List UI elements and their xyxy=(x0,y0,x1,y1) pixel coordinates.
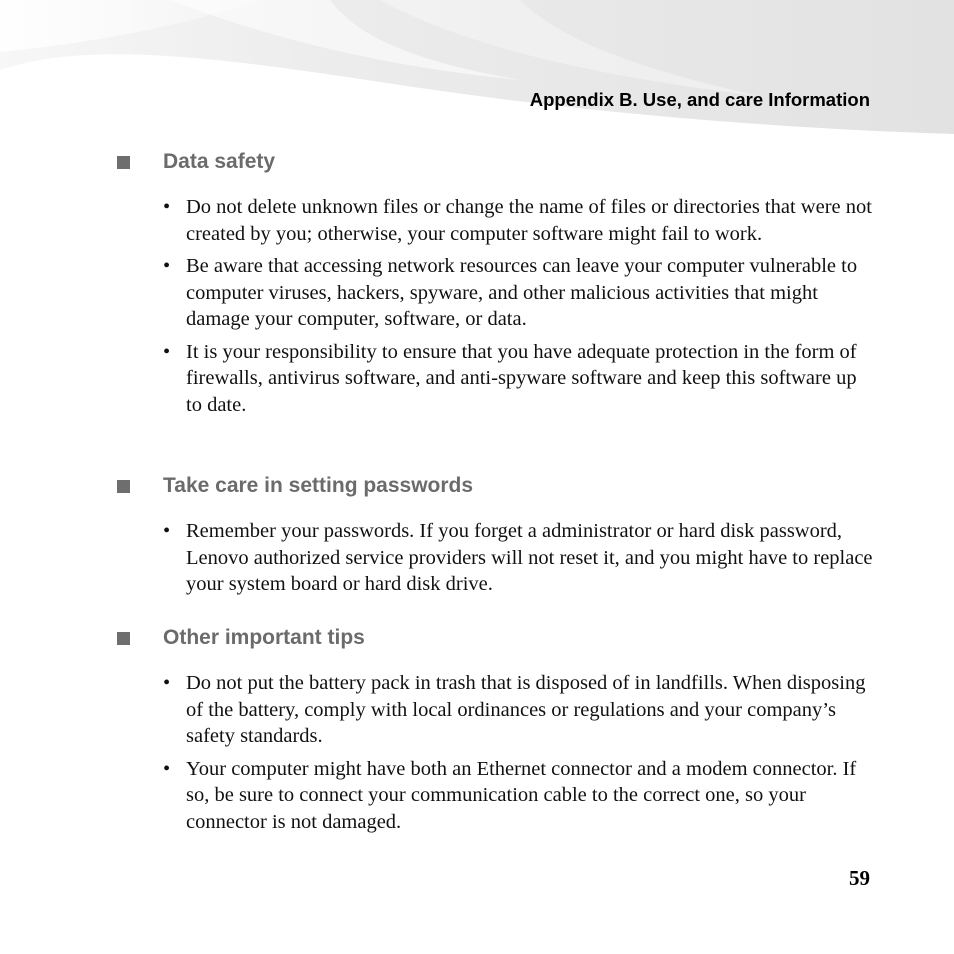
list-item-text: Your computer might have both an Ethernet connector and a modem connector. If so, be sure to connect your communication cable to the correct one, so your connector is not damaged. xyxy=(186,757,857,833)
section-heading xyxy=(117,473,473,499)
bullet-dot-icon: • xyxy=(163,520,171,542)
square-bullet-icon xyxy=(117,156,130,169)
bullet-list xyxy=(163,670,875,841)
square-bullet-icon xyxy=(117,480,130,493)
section-heading-text: Data safety xyxy=(163,150,276,173)
list-item-text: It is your responsibility to ensure that you have adequate protection in the form of firewalls, antivirus software, and anti-spyware software and keep this software up to date. xyxy=(186,340,857,416)
header-swoosh-decoration xyxy=(0,0,954,140)
bullet-list xyxy=(163,518,875,604)
page-number: 59 xyxy=(849,866,870,890)
list-item xyxy=(163,756,875,836)
list-item xyxy=(163,194,875,247)
bullet-dot-icon: • xyxy=(163,340,171,363)
list-item-text: Be aware that accessing network resources can leave your computer vulnerable to computer viruses, hackers, spyware, and other malicious activities that might damage your computer, software, or data. xyxy=(186,255,858,330)
list-item xyxy=(163,518,875,598)
list-item-text: Do not delete unknown files or change the name of files or directories that were not created by you; otherwise, your computer software might fail to work. xyxy=(186,196,872,245)
bullet-list xyxy=(163,194,875,424)
list-item-text: Remember your passwords. If you forget a administrator or hard disk password, Lenovo authorized service providers will not reset it, and you might have to replace your system board or hard disk drive. xyxy=(186,520,873,595)
section-heading-text: Take care in setting passwords xyxy=(163,474,474,497)
bullet-dot-icon: • xyxy=(163,255,171,277)
bullet-dot-icon: • xyxy=(163,196,171,218)
section-heading xyxy=(117,625,365,651)
section-heading-text: Other important tips xyxy=(163,626,365,649)
running-header: Appendix B. Use, and care Information xyxy=(529,89,870,110)
section-heading xyxy=(117,149,275,175)
list-item xyxy=(163,670,875,750)
list-item xyxy=(163,253,875,333)
list-item-text: Do not put the battery pack in trash that is disposed of in landfills. When disposing of the battery, comply with local ordinances or regulations and your company’s safety standards. xyxy=(186,672,866,747)
list-item xyxy=(163,339,875,419)
bullet-dot-icon: • xyxy=(163,672,171,694)
square-bullet-icon xyxy=(117,632,130,645)
bullet-dot-icon: • xyxy=(163,757,171,780)
